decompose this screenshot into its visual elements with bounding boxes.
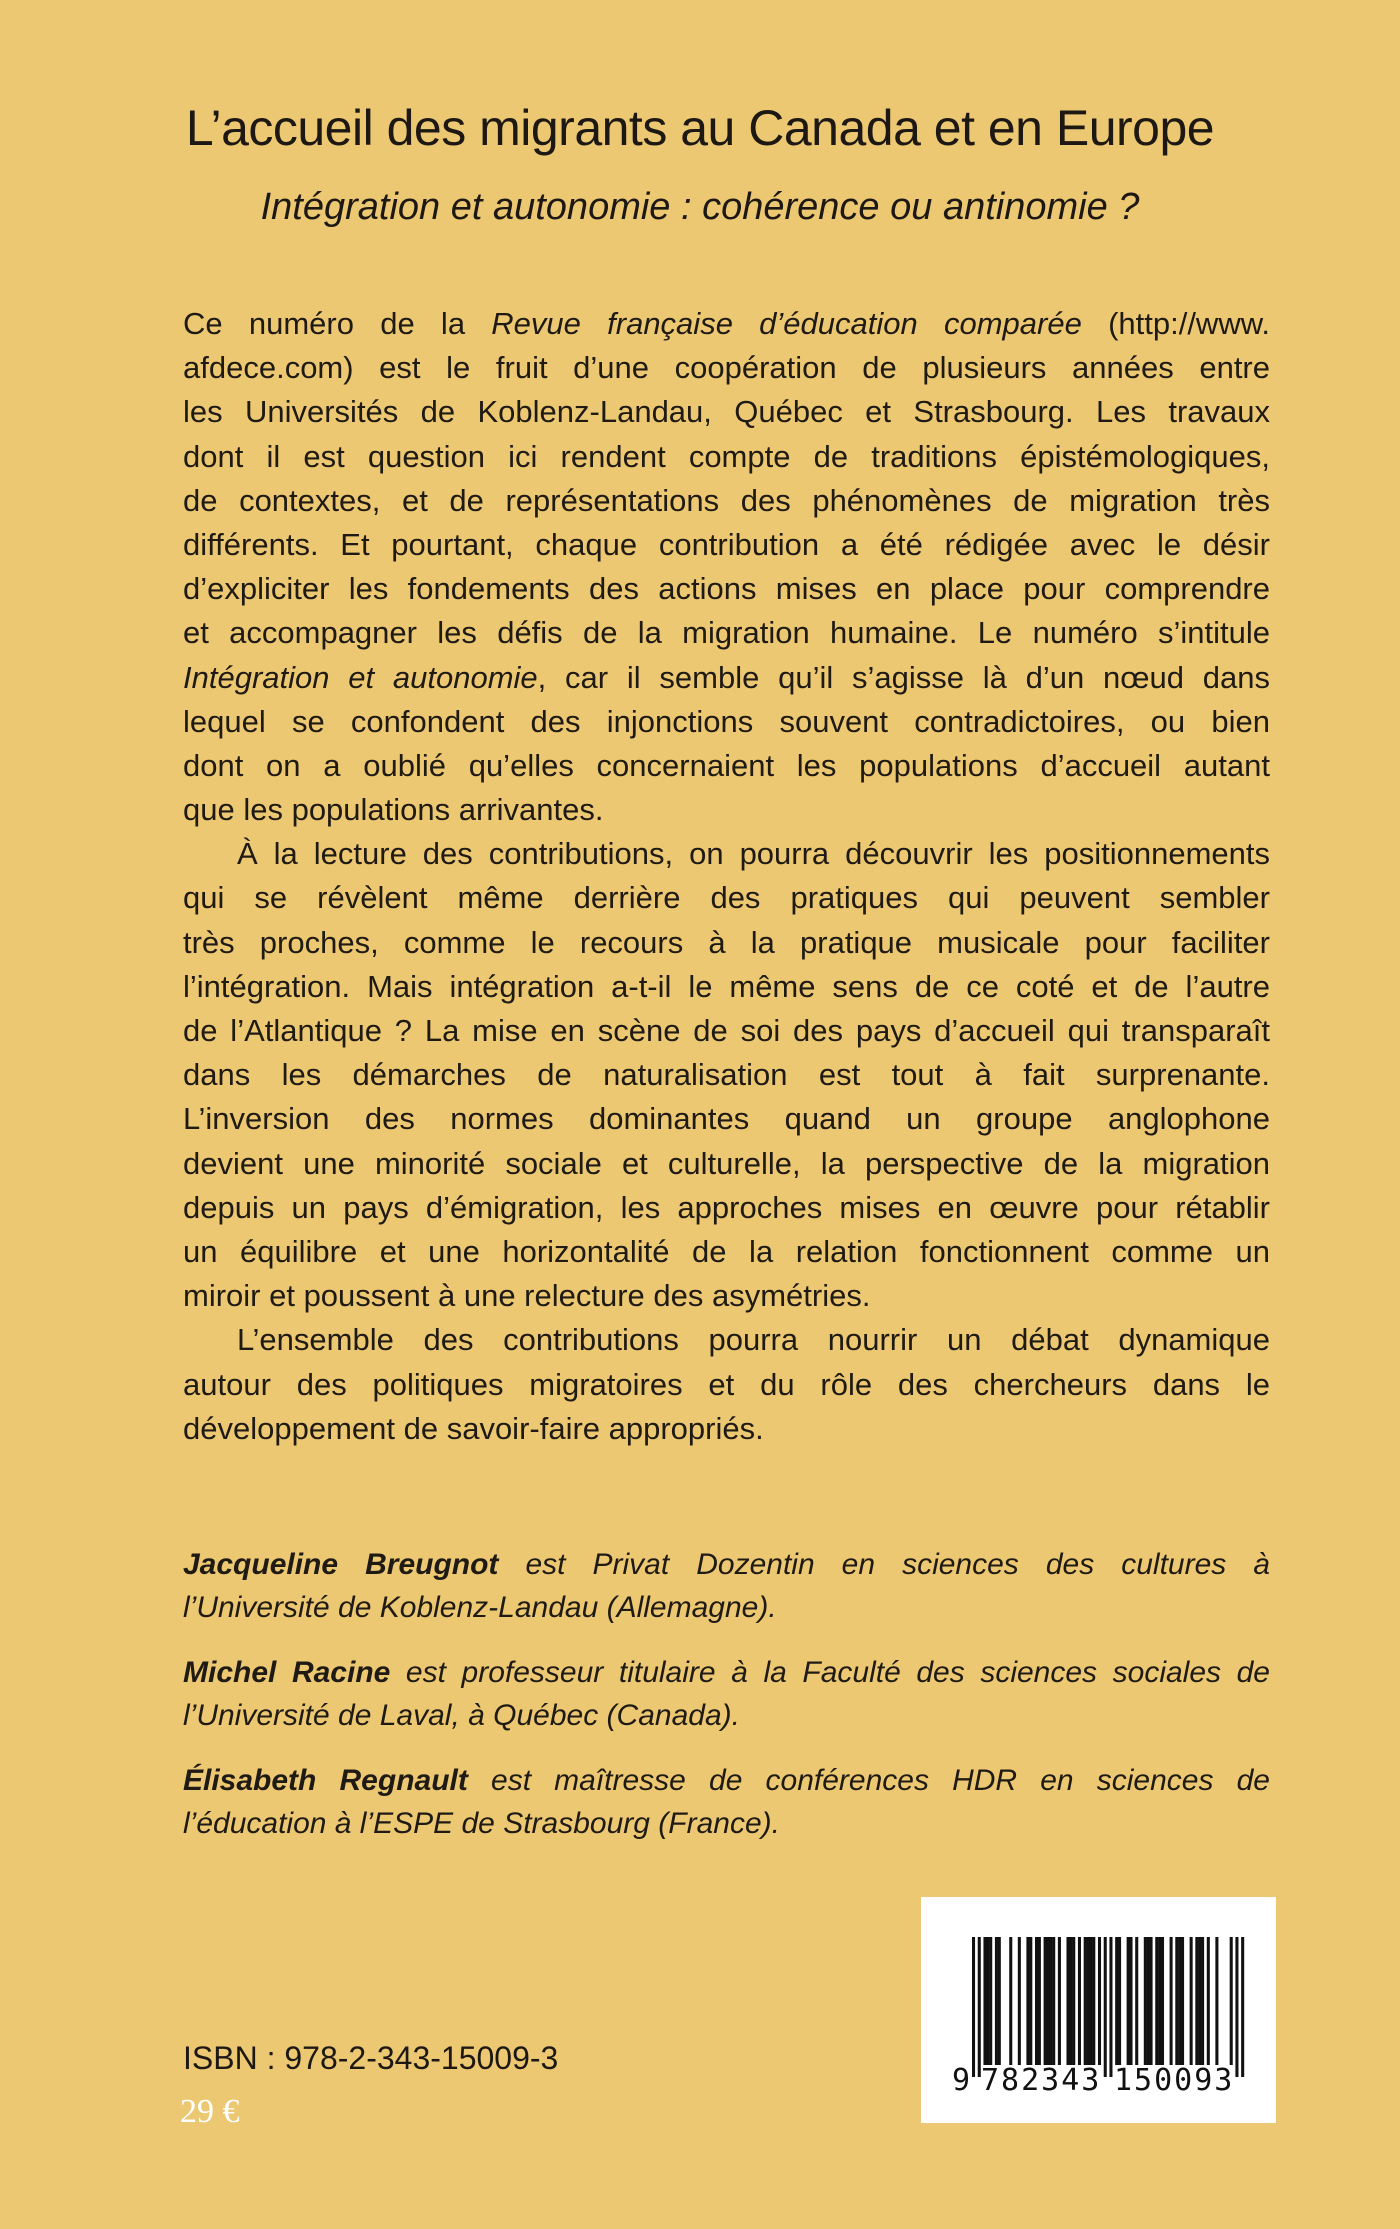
text: d’expliciter les fondements des actions mises en place pour comprendre bbox=[183, 571, 1270, 607]
text: de contextes, et de représentations des phénomènes de migration très bbox=[183, 482, 1270, 518]
italic-text: Revue française d’éducation comparée bbox=[491, 306, 1082, 341]
author-description: est professeur titulaire à la Faculté des sciences sociales de bbox=[390, 1656, 1270, 1689]
text-line bbox=[183, 479, 1270, 523]
text-line bbox=[183, 1142, 1270, 1186]
svg-text:782343: 782343 bbox=[981, 2063, 1102, 2098]
text-line bbox=[183, 567, 1270, 611]
text-line bbox=[183, 1230, 1270, 1274]
price-label: 29 € bbox=[180, 2093, 240, 2130]
text: afdece.com) est le fruit d’une coopération de plusieurs années entre bbox=[183, 350, 1270, 386]
author-affiliation: l’Université de Laval, à Québec (Canada). bbox=[183, 1699, 740, 1732]
text: et accompagner les défis de la migration humaine. Le numéro s’intitule bbox=[183, 615, 1270, 651]
text: (http://www. bbox=[1081, 306, 1270, 341]
text: dont on a oublié qu’elles concernaient les populations d’accueil autant bbox=[183, 747, 1270, 783]
back-cover-description bbox=[183, 302, 1270, 1451]
text: un équilibre et une horizontalité de la relation fonctionnent comme un bbox=[183, 1233, 1270, 1269]
text-line bbox=[183, 1363, 1270, 1407]
text-line bbox=[183, 1318, 1270, 1362]
author-description: est Privat Dozentin en sciences des cultures à bbox=[498, 1548, 1270, 1581]
isbn-label: ISBN : 978-2-343-15009-3 bbox=[183, 2040, 559, 2076]
text: l’intégration. Mais intégration a-t-il le même sens de ce coté et de l’autre bbox=[183, 968, 1270, 1004]
text-line bbox=[183, 700, 1270, 744]
text: les Universités de Koblenz-Landau, Québec et Strasbourg. Les travaux bbox=[183, 394, 1270, 430]
author-affiliation: l’Université de Koblenz-Landau (Allemagne). bbox=[183, 1591, 777, 1624]
text-line bbox=[183, 1274, 1270, 1318]
author-name: Michel Racine bbox=[183, 1656, 391, 1689]
text: devient une minorité sociale et culturelle, la perspective de la migration bbox=[183, 1145, 1270, 1181]
text-line bbox=[183, 346, 1270, 390]
text: dont il est question ici rendent compte de traditions épistémologiques, bbox=[183, 438, 1270, 474]
book-title: L’accueil des migrants au Canada et en Europe bbox=[185, 100, 1215, 156]
text-line bbox=[183, 611, 1270, 655]
text: développement de savoir-faire appropriés. bbox=[183, 1410, 764, 1446]
author-description: est maîtresse de conférences HDR en sciences de bbox=[467, 1764, 1270, 1797]
text-line bbox=[183, 876, 1270, 920]
svg-text:150093: 150093 bbox=[1114, 2063, 1235, 2098]
text: Ce numéro de la bbox=[183, 306, 492, 341]
text: différents. Et pourtant, chaque contribution a été rédigée avec le désir bbox=[183, 526, 1270, 562]
text-line bbox=[183, 390, 1270, 434]
svg-text:9: 9 bbox=[952, 2063, 971, 2098]
text-line bbox=[183, 1407, 1270, 1451]
text-line bbox=[183, 921, 1270, 965]
author-bio bbox=[183, 1651, 1270, 1737]
text: depuis un pays d’émigration, les approches mises en œuvre pour rétablir bbox=[183, 1189, 1270, 1225]
barcode bbox=[921, 1897, 1276, 2123]
text: miroir et poussent à une relecture des asymétries. bbox=[183, 1278, 871, 1314]
author-bio bbox=[183, 1759, 1270, 1845]
author-bios bbox=[183, 1543, 1270, 1867]
text-line bbox=[183, 435, 1270, 479]
text-line bbox=[183, 1186, 1270, 1230]
author-name: Élisabeth Regnault bbox=[183, 1764, 468, 1797]
barcode-icon bbox=[921, 1897, 1276, 2123]
text: À la lecture des contributions, on pourra découvrir les positionnements bbox=[237, 836, 1270, 872]
text-line bbox=[183, 788, 1270, 832]
text: que les populations arrivantes. bbox=[183, 792, 604, 828]
text: de l’Atlantique ? La mise en scène de soi des pays d’accueil qui transparaît bbox=[183, 1013, 1270, 1048]
text: qui se révèlent même derrière des pratiques qui peuvent sembler bbox=[183, 880, 1270, 916]
text-line bbox=[183, 302, 1270, 346]
text: autour des politiques migratoires et du rôle des chercheurs dans le bbox=[183, 1366, 1270, 1402]
text-line bbox=[183, 965, 1270, 1009]
text-line bbox=[183, 656, 1270, 700]
text: L’ensemble des contributions pourra nourrir un débat dynamique bbox=[237, 1322, 1270, 1358]
author-affiliation: l’éducation à l’ESPE de Strasbourg (France). bbox=[183, 1807, 780, 1840]
text: , car il semble qu’il s’agisse là d’un nœud dans bbox=[537, 659, 1271, 695]
text: lequel se confondent des injonctions souvent contradictoires, ou bien bbox=[183, 703, 1270, 739]
text-line bbox=[183, 1009, 1270, 1053]
text-line bbox=[183, 1053, 1270, 1097]
author-bio bbox=[183, 1543, 1270, 1629]
text: L’inversion des normes dominantes quand un groupe anglophone bbox=[183, 1101, 1270, 1137]
text: dans les démarches de naturalisation est tout à fait surprenante. bbox=[183, 1057, 1270, 1093]
book-subtitle: Intégration et autonomie : cohérence ou antinomie ? bbox=[260, 186, 1140, 228]
author-name: Jacqueline Breugnot bbox=[183, 1548, 499, 1581]
text-line bbox=[183, 523, 1270, 567]
text-line bbox=[183, 744, 1270, 788]
text: très proches, comme le recours à la pratique musicale pour faciliter bbox=[183, 924, 1270, 960]
text-line bbox=[183, 1097, 1270, 1141]
text-line bbox=[183, 832, 1270, 876]
italic-text: Intégration et autonomie bbox=[183, 659, 538, 695]
